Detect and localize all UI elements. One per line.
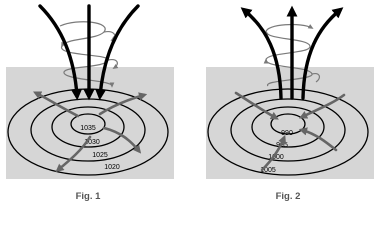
- isobar-label: 1025: [92, 152, 108, 159]
- isobar-label: 1000: [268, 154, 284, 161]
- figure-1: [6, 6, 174, 202]
- figure-caption: Fig. 2: [275, 191, 301, 202]
- isobar-label: 990: [281, 130, 293, 137]
- isobar-label: 1005: [260, 167, 276, 174]
- isobar-label: 1035: [80, 125, 96, 132]
- isobar-label: 1020: [104, 164, 120, 171]
- figure-2: [206, 10, 374, 202]
- swirl-loop: [60, 22, 105, 46]
- figure-caption: Fig. 1: [75, 191, 101, 202]
- isobar-label: 995: [276, 142, 288, 149]
- swirl-loop: [108, 60, 117, 68]
- swirl-loop: [266, 25, 312, 32]
- isobar-label: 1030: [84, 139, 100, 146]
